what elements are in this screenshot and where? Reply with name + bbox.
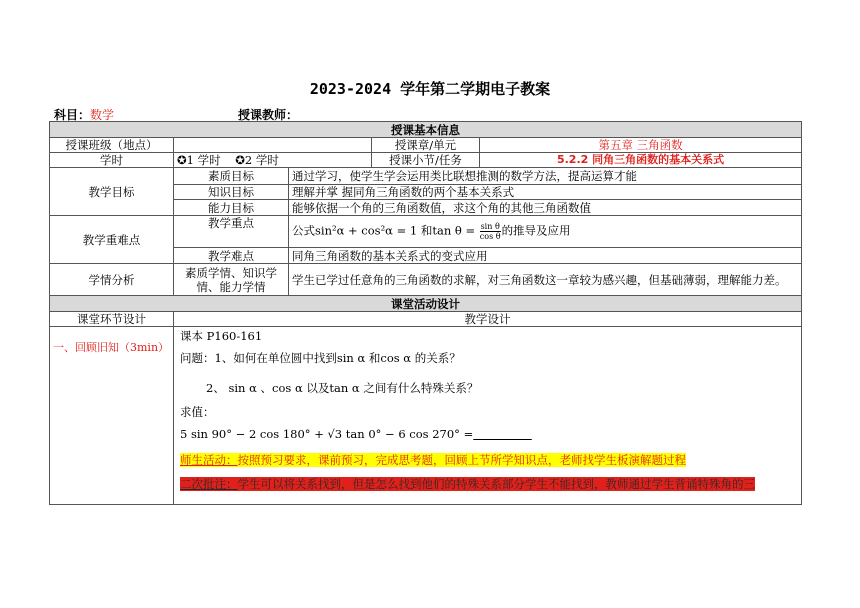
basic-info-header: 授课基本信息 (50, 122, 802, 138)
radio-1-hour[interactable]: ✪1 学时 (177, 153, 221, 167)
objective-text: 通过学习，使学生学会运用类比联想推测的数学方法，提高运算才能 (289, 168, 802, 185)
class-label: 授课班级（地点） (50, 138, 174, 153)
objective-name: 能力目标 (174, 200, 289, 216)
fraction-denominator: cos θ (479, 232, 501, 241)
lesson-plan-table (49, 121, 802, 505)
fraction-numerator: sin θ (480, 222, 500, 231)
radio-1-hour-label: 1 学时 (186, 153, 221, 167)
calc-answer-blank[interactable] (473, 427, 532, 441)
design-activity (180, 453, 795, 467)
key-suffix: 的推导及应用 (501, 223, 571, 238)
design-question-2: 2、 sin α 、cos α 以及tan α 之间有什么特殊关系？ (206, 381, 479, 395)
note-text: 学生可以将关系找到，但是怎么找到他们的特殊关系部分学生不能找到，教师通过学生背诵特殊角的三 (237, 477, 755, 491)
calc-expression: 5 sin 90° − 2 cos 180° + √3 tan 0° − 6 cos 270° = (180, 427, 474, 441)
activity-col-design: 教学设计 (174, 312, 802, 327)
analysis-text: 学生已学过任意角的三角函数的求解，对三角函数这一章较为感兴趣，但基础薄弱，理解能力差。 (289, 264, 802, 296)
design-question-1: 问题：1、如何在单位圆中找到sin α 和cos α 的关系？ (180, 351, 461, 365)
key-prefix: 公式 (292, 223, 315, 238)
analysis-label: 学情分析 (50, 264, 174, 296)
activity-text: 按照预习要求，课前预习，完成思考题，回顾上节所学知识点，老师找学生板演解题过程 (237, 453, 686, 467)
difficulty-name: 教学难点 (174, 248, 289, 264)
activity-col-step: 课堂环节设计 (50, 312, 174, 327)
design-note (180, 477, 795, 491)
subject-value: 数学 (90, 108, 115, 122)
objective-text: 能够依据一个角的三角函数值，求这个角的其他三角函数值 (289, 200, 802, 216)
radio-2-hours[interactable]: ✪2 学时 (235, 153, 279, 167)
class-value[interactable] (174, 138, 372, 153)
design-calc-label: 求值： (180, 405, 215, 419)
section-value: 5.2.2 同角三角函数的基本关系式 (480, 153, 802, 168)
activity-header: 课堂活动设计 (50, 296, 802, 312)
difficulty-text: 同角三角函数的基本关系式的变式应用 (289, 248, 802, 264)
key-fraction (480, 222, 501, 241)
design-book-ref: 课本 P160-161 (180, 329, 263, 343)
objective-name: 素质目标 (174, 168, 289, 185)
key-point-text (289, 216, 802, 248)
key-point-name: 教学重点 (174, 216, 289, 248)
objective-text: 理解并掌 握同角三角函数的两个基本关系式 (289, 185, 802, 200)
objective-name: 知识目标 (174, 185, 289, 200)
design-calc-expression (180, 427, 795, 441)
page-title: 2023-2024 学年第二学期电子教案 (309, 80, 551, 98)
note-label: 二次批注： (180, 477, 238, 491)
chapter-label: 授课章/单元 (372, 138, 480, 153)
hours-label: 学时 (50, 153, 174, 168)
radio-2-hours-label: 2 学时 (244, 153, 279, 167)
key-points-label: 教学重难点 (50, 216, 174, 264)
activity-label: 师生活动： (180, 453, 238, 467)
chapter-value: 第五章 三角函数 (480, 138, 802, 153)
teacher-label: 授课教师： (238, 108, 299, 122)
objectives-label: 教学目标 (50, 168, 174, 216)
section-label: 授课小节/任务 (372, 153, 480, 168)
key-tan: tan θ = (432, 223, 479, 238)
activity-step: 一、回顾旧知（3min） (50, 327, 174, 505)
activity-design (174, 327, 802, 505)
subject-label: 科目： (54, 108, 91, 122)
hours-options (174, 153, 372, 168)
analysis-name: 素质学情、知识学情、能力学情 (174, 264, 289, 296)
key-formula: sin²α + cos²α = 1 (315, 223, 418, 238)
key-and: 和 (417, 223, 433, 238)
